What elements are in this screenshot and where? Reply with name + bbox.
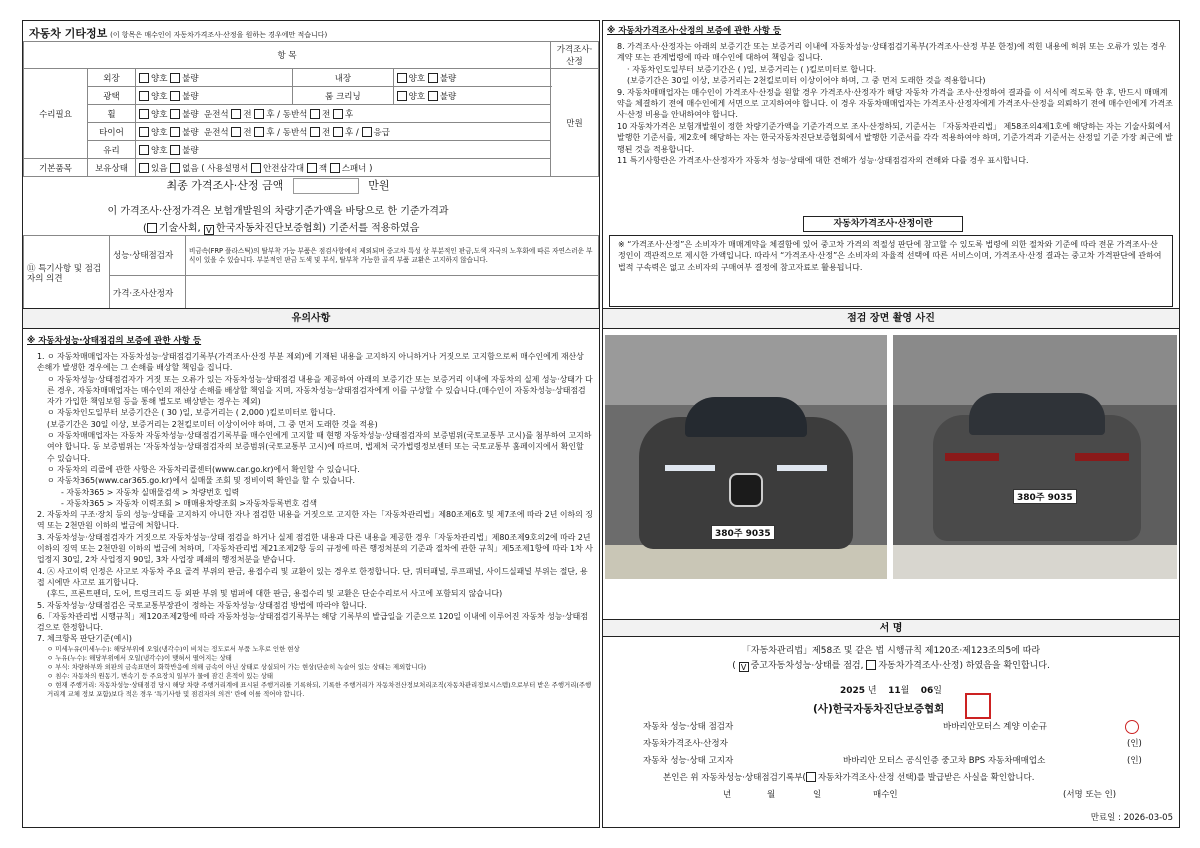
- notifier-label: 자동차 성능·상태 고지자: [643, 756, 734, 766]
- price-unit: 만원: [551, 69, 599, 177]
- basis-line2: ( 기술사회, V 한국자동차진단보증협회) 기준서를 적용하였음: [143, 223, 420, 235]
- spanner-label: 스패너 ): [341, 163, 373, 174]
- wheel-pass-rear-checkbox[interactable]: [333, 109, 343, 119]
- year-unit: 년: [867, 686, 877, 696]
- confirm-opt2-checkbox[interactable]: [866, 660, 876, 670]
- definition-text: ※ “가격조사·산정”은 소비자가 매매계약을 체결함에 있어 중고차 가격의 적절성 판단에 참고할 수 있도록 법령에 의한 절차와 기준에 따라 전문 가격조사·산정인이 객관적으로 제시한 가액입니다. 따라서 “가격조사·산정”은 소비자의 자율적 선택에 따른 서비스이며, 가격조사·산정 결과는 중고차 가격판단에 관하여 법적 구속력은 없고 소비자의 구매여부 결정에 참고자료로 활용됩니다.: [609, 235, 1173, 307]
- wheel-label: 휠: [88, 105, 136, 123]
- front-label: 전: [322, 127, 331, 138]
- glass-good-checkbox[interactable]: [139, 145, 149, 155]
- basic-items-label: 기본품목: [24, 159, 88, 177]
- clause-11: 11 특기사항란은 가격조사·산정자가 자동차 성능·상태에 대한 견해가 성능·상태점검자의 견해와 다를 경우 표시합니다.: [617, 156, 1029, 166]
- interior-label: 내장: [293, 69, 393, 87]
- clause-8-note: (보증기간은 30일 이상, 보증거리는 2천킬로미터 이상이어야 하며, 그 중 먼저 도래한 것을 적용합니다): [627, 76, 986, 86]
- clause-10: 10 자동차가격은 보험개발원이 정한 차량기준가액을 기준가격으로 조사·산정하되, 기준서는 「자동차관리법」 제58조의4제1호에 해당하는 자는 기술사회에서 발행한 기준서를, 제2호에 해당하는 자는 한국자동차진단보증협회에서 발행한 기준서를 각각 적용하여야 하며, 기준가격과 기준서는 산정일 기준 가장 최근에 발행된 것을 적용합니다.: [617, 121, 1173, 154]
- basis-opt1-checkbox[interactable]: [147, 223, 157, 233]
- glass-bad-checkbox[interactable]: [170, 145, 180, 155]
- day-unit: 일: [933, 686, 942, 696]
- tire-emergency-checkbox[interactable]: [362, 127, 372, 137]
- inspector-stamp: [1125, 720, 1139, 734]
- price-assessor-label: 자동차가격조사·산정자: [643, 739, 728, 749]
- note-2: 2. 자동차의 구조·장치 등의 성능·상태를 고지하지 아니한 자나 점검한 내용을 거짓으로 고지한 자는「자동차관리법」제80조제6호 및 제7조에 따라 2년 이하의 징역 또는 2천만원 이하의 벌금에 처합니다.: [37, 510, 593, 531]
- sign-month: 11: [888, 686, 901, 696]
- basis-opt2-label: 한국자동차진단보증협회) 기준서를 적용하였음: [215, 223, 420, 234]
- receipt-checkbox[interactable]: [806, 772, 816, 782]
- note-1h: - 자동차365 > 자동차 실매물검색 > 차량번호 입력: [61, 487, 240, 497]
- good-label: 양호: [408, 91, 426, 102]
- confirm-opt1-checkbox[interactable]: V: [739, 662, 749, 672]
- price-guarantee-body: [617, 41, 1173, 166]
- gloss-label: 광택: [88, 87, 136, 105]
- final-price-label: 최종 가격조사·산정 금액: [166, 179, 284, 192]
- col-item-header: 항 목: [24, 42, 551, 69]
- sign-month-label: 월: [767, 790, 776, 800]
- cleaning-good-checkbox[interactable]: [397, 91, 407, 101]
- exterior-good-checkbox[interactable]: [139, 73, 149, 83]
- front-car-photo: [605, 335, 887, 579]
- repair-label: 수리필요: [24, 69, 88, 159]
- note-1c: ㅇ 자동차인도일부터 보증기간은 ( 30 )일, 보증거리는 ( 2,000 )킬로미터로 합니다.: [47, 408, 336, 418]
- rear-label: 후: [266, 109, 275, 120]
- clause-9: 9. 자동차매매업자는 매수인이 가격조사·산정을 원할 경우 가격조사·산정자가 해당 자동차 가격을 조사·산정하여 결과를 이 서식에 적도록 한 후, 반드시 매매계약을 체결하기 전에 매수인에게 서면으로 고지하여야 합니다. 이 경우 자동차매매업자는 가격조사·산정자에게 가격조사·산정을 의뢰하기 전에 매수인에게 가격조사·산정 비용을 안내하여야 합니다.: [617, 87, 1173, 120]
- receipt-line2: 자동차가격조사·산정 선택)를 발급받은 사실을 확인합니다.: [817, 773, 1035, 783]
- front-label: 전: [243, 127, 252, 138]
- gloss-bad-checkbox[interactable]: [170, 91, 180, 101]
- glass-label: 유리: [88, 141, 136, 159]
- sign-day-label: 일: [813, 790, 822, 800]
- clause-8-period: · 자동차인도일부터 보증기간은 ( )일, 보증거리는 ( )킬로미터로 합니다.: [627, 64, 877, 74]
- tire-driver-rear-checkbox[interactable]: [254, 127, 264, 137]
- rear-label: 후: [345, 109, 354, 120]
- buyer-label: 매수인: [873, 790, 898, 800]
- front-label: 전: [322, 109, 331, 120]
- basis-line1: 이 가격조사·산정가격은 보험개발원의 차량기준가액을 바탕으로 한 기준가격과: [107, 206, 449, 217]
- rear-label: 후: [345, 127, 354, 138]
- notifier-name: 바바리안 모터스 공식인증 중고차 BPS 자동차매매업소: [843, 756, 1046, 766]
- opinion-table: [23, 235, 599, 312]
- note-1f: ㅇ 자동차의 리콜에 관한 사항은 자동차리콜센터(www.car.go.kr)에서 확인할 수 있습니다.: [47, 464, 360, 474]
- wheel-pass-front-checkbox[interactable]: [310, 109, 320, 119]
- driver-label: 운전석: [203, 109, 229, 120]
- rear-plate: 380주 9035: [1013, 489, 1077, 504]
- rear-label: 후: [266, 127, 275, 138]
- note-5: 5. 자동차성능·상태점검은 국토교통부장관이 정하는 자동차성능·상태점검 방법에 따라야 합니다.: [37, 600, 367, 610]
- note-1b: ㅇ 자동차성능·상태점검자가 거짓 또는 오류가 있는 자동차성능·상태점검 내용을 제공하여 아래의 보증기간 또는 보증거리 이내에 자동차의 실제 성능·상태가 다른 경우, 자동차매매업자는 매수인의 재산상 손해를 배상할 책임을 지며, 자동차성능·상태점검자에게 이를 구상할 수 있습니다.(매수인이 자동차성능·상태점검자가 가입한 책임보험 등을 통해 별도로 배상받는 경우는 제외): [47, 374, 593, 407]
- basis-opt1-label: 기술사회,: [158, 223, 201, 234]
- note-6: 6.「자동차관리법 시행규칙」제120조제2항에 따라 자동차성능·상태점검기록부는 해당 기록부의 발급일을 기준으로 120일 이내에 이루어진 자동차 성능·상태점검으로 한정합니다.: [37, 611, 588, 633]
- note-1d: (보증기간은 30일 이상, 보증거리는 2천킬로미터 이상이어야 하며, 그 중 먼저 도래한 것을 적용): [47, 419, 378, 429]
- sign-year-label: 년: [723, 790, 732, 800]
- cleaning-label: 룸 크리닝: [293, 87, 393, 105]
- col-price-header: 가격조사·산정: [551, 42, 599, 69]
- inspector-label: 자동차 성능·상태 점검자: [643, 722, 734, 732]
- inspector-name: 바바리안모터스 계양 이순규: [943, 722, 1047, 732]
- exterior-label: 외장: [88, 69, 136, 87]
- final-price-unit: 만원: [368, 179, 390, 192]
- receipt-line1: 본인은 위 자동차성능·상태점검기록부(: [663, 773, 806, 783]
- association-seal: [965, 693, 991, 719]
- exterior-bad-checkbox[interactable]: [170, 73, 180, 83]
- clause-8: 8. 가격조사·산정자는 아래의 보증기간 또는 보증거리 이내에 자동차성능·상태점검기록부(가격조사·산정 부분 한정)에 적힌 내용에 허위 또는 오류가 있는 경우 계약 또는 관계법령에 따라 매수인에 대하여 책임을 집니다.: [617, 42, 1167, 63]
- perf-inspector-label: 성능·상태점검자: [110, 236, 186, 276]
- bad-label: 불량: [182, 109, 199, 120]
- notes-title: ※ 자동차성능·상태점검의 보증에 관한 사항 등: [27, 336, 202, 346]
- interior-bad-checkbox[interactable]: [428, 73, 438, 83]
- other-info-section: [22, 20, 600, 312]
- expire-date: 만료일 : 2026-03-05: [1090, 813, 1173, 823]
- note-3: 3. 자동차성능·상태점검자가 거짓으로 자동차성능·상태 점검을 하거나 실제 점검한 내용과 다른 내용을 제공한 경우「자동차관리법」제80조제9호의2에 따라 2년 이하의 징역 또는 2천만원 이하의 벌금에 처하며,「자동차관리법 제21조제2항 등의 규정에 따른 행정처분의 기준과 절차에 관한 규칙」제5조제1항에 따라 1차 사업정지 30일, 2차 사업정지 90일, 3차 사업장 폐쇄의 행정처분을 받습니다.: [37, 532, 593, 565]
- final-price-input[interactable]: [293, 178, 359, 194]
- bad-label: 불량: [439, 73, 457, 84]
- wheel-good-checkbox[interactable]: [139, 109, 149, 119]
- manual-label: ( 사용설명서: [201, 163, 249, 174]
- none-label: 없음: [182, 163, 199, 174]
- note-1e: ㅇ 자동차매매업자는 자동차 자동차성능·상태점검기록부를 매수인에게 고지할 때 현행 자동차성능·상태점검자의 보증범위(국토교통부 고시)를 첨부하여 고지하여야 합니다. 동 보증범위는 ‘자동차성능·상태점검자의 보증범위(국토교통부 고시)에 따르며, 법제처 국가법령정보센터 또는 국토교통부 홈페이지에서 확인할 수 있습니다.: [47, 431, 592, 463]
- notes-header: 유의사항: [23, 309, 599, 329]
- none-checkbox[interactable]: [170, 163, 180, 173]
- notes-body: [37, 351, 593, 699]
- note-7c: ㅇ 부식: 차량하부와 외판의 금속표면이 화학반응에 의해 금속이 아닌 상태로 상실되어 가는 현상(단순히 녹슬어 있는 상태는 제외합니다): [47, 662, 427, 671]
- owned-label: 보유상태: [88, 159, 136, 177]
- confirm-line: ( V 중고자동차성능·상태를 점검, 자동차가격조사·산정) 하였음을 확인합니다.: [732, 661, 1050, 672]
- emergency-label: 응급: [373, 127, 390, 138]
- basis-opt2-checkbox[interactable]: V: [204, 225, 214, 235]
- opinion-label: ⑪ 특기사항 및 점검자의 의견: [24, 236, 110, 312]
- price-inspector-label: 가격·조사산정자: [110, 276, 186, 312]
- wheel-driver-rear-checkbox[interactable]: [254, 109, 264, 119]
- month-unit: 월: [900, 686, 910, 696]
- price-inspector-opinion: [186, 276, 599, 312]
- note-4: 4. ㉦ 사고이력 인정은 사고로 자동차 주요 골격 부위의 판금, 용접수리 및 교환이 있는 경우로 한정합니다. 단, 쿼터패널, 루프패널, 사이드실패널 부위는 절단, 용접 시에만 사고로 표기합니다.: [37, 566, 588, 587]
- bad-label: 불량: [182, 91, 199, 102]
- gloss-good-checkbox[interactable]: [139, 91, 149, 101]
- date-line: [603, 683, 1179, 696]
- note-1g: ㅇ 자동차365(www.car365.go.kr)에서 실매물 조회 및 정비이력 확인을 할 수 있습니다.: [47, 476, 356, 486]
- law-line: 「자동차관리법」제58조 및 같은 법 시행규칙 제120조·제123조의5에 따라: [741, 646, 1041, 656]
- jack-checkbox[interactable]: [307, 163, 317, 173]
- driver-label: 운전석: [203, 127, 229, 138]
- sign-year: 2025: [839, 686, 866, 696]
- good-label: 양호: [151, 91, 168, 102]
- notifier-seal: (인): [1127, 756, 1142, 766]
- jack-label: 잭: [318, 163, 328, 174]
- sign-day: 06: [920, 686, 934, 696]
- front-label: 전: [243, 109, 252, 120]
- have-label: 있음: [151, 163, 168, 174]
- passenger-label: / 동반석: [277, 109, 308, 120]
- bad-label: 불량: [439, 91, 457, 102]
- other-info-note: (이 항목은 매수인이 자동차가격조사·산정을 원하는 경우에만 적습니다): [110, 31, 328, 39]
- price-assessor-seal: (인): [1127, 739, 1142, 749]
- photo-sign-section: [602, 308, 1180, 828]
- passenger-label: / 동반석: [277, 127, 308, 138]
- notes-section: [22, 308, 600, 828]
- photo-header: 점검 장면 촬영 사진: [603, 309, 1179, 329]
- bad-label: 불량: [182, 127, 199, 138]
- other-info-title: 자동차 기타정보: [29, 27, 108, 40]
- wheel-driver-front-checkbox[interactable]: [231, 109, 241, 119]
- bad-label: 불량: [182, 73, 199, 84]
- spanner-checkbox[interactable]: [330, 163, 340, 173]
- sign-header: 서 명: [603, 619, 1179, 637]
- note-7a: ㅇ 미세누유(미세누수): 해당부위에 오일(냉각수)이 비치는 정도로서 부품 노후로 인한 현상: [47, 644, 300, 653]
- tire-driver-front-checkbox[interactable]: [231, 127, 241, 137]
- note-1i: - 자동차365 > 자동차 이력조회 > 매매용차량조회 >자동차등록번호 검색: [61, 498, 317, 508]
- confirm-opt2-label: 자동차가격조사·산정) 하였음을 확인합니다.: [878, 661, 1050, 671]
- triangle-label: 안전삼각대: [263, 163, 305, 174]
- signers-block: [643, 719, 1153, 804]
- good-label: 양호: [151, 145, 168, 156]
- note-7b: ㅇ 누유(누수): 해당부위에서 오일(냉각수)이 맺혀서 떨어지는 상태: [47, 653, 232, 662]
- association-name: (사)한국자동차진단보증협회: [813, 703, 945, 715]
- note-7e: ㅇ 현재 주행거리: 자동차성능·상태점검 당시 해당 차량 주행거리계에 표시된 주행거리를 기록하되, 기록한 주행거리가 자동차전산정보처리조직(자동차관리정보시스템)으로부터 받은 주행거리(주행거리계 교체 정보 포함)보다 적은 경우 ‘특기사항 및 점검자의 의견’ 란에 이를 적어야 합니다.: [47, 680, 592, 698]
- tire-good-checkbox[interactable]: [139, 127, 149, 137]
- price-guarantee-section: [602, 20, 1180, 312]
- perf-inspector-opinion: 비금속(FRP 플라스틱)의 탈부착 가능 부품은 점검사항에서 제외되며 중고차 특성 상 부분적인 판금,도색 자국의 노후화에 따른 자연스러운 부식이 있을 수 있습니다. 부분적인 판금 도색 및 부식, 탈부착 가능한 골격 부품 교환은 고지하지 않습니다.: [186, 236, 599, 276]
- tire-label: 타이어: [88, 123, 136, 141]
- inspection-record-page: [22, 20, 1180, 828]
- tire-pass-front-checkbox[interactable]: [310, 127, 320, 137]
- good-label: 양호: [151, 73, 168, 84]
- repair-table: 항 목 가격조사·산정 수리필요 외장 양호 불량 내장 양호 불량 만원 광택 양호 불량 룸 크리닝 양호 불량 휠 양호 불량 운전석 전 후 / 동반석 전 후 타이어 양호 불량 운전석 전 후 / 동반석 전 후 / 응급 유리 양호 불량 기본품목 보유상태 있음 없음 ( 사용설명서 안전삼각대 잭 스패너 ): [23, 41, 599, 177]
- wheel-bad-checkbox[interactable]: [170, 109, 180, 119]
- note-7d: ㅇ 침수: 자동차의 원동기, 변속기 등 주요장치 일부가 물에 잠긴 흔적이 있는 상태: [47, 671, 274, 680]
- tire-bad-checkbox[interactable]: [170, 127, 180, 137]
- note-7: 7. 체크항목 판단기준(예시): [37, 634, 132, 644]
- cleaning-bad-checkbox[interactable]: [428, 91, 438, 101]
- note-1: 1. ㅇ 자동차매매업자는 자동차성능·상태점검기록부(가격조사·산정 부분 제외)에 기재된 내용을 고지하지 아니하거나 거짓으로 고지함으로써 매수인에게 재산상 손해가 발생한 경우에는 그 손해를 배상할 책임을 집니다.: [37, 352, 584, 373]
- bad-label: 불량: [182, 145, 199, 156]
- have-checkbox[interactable]: [139, 163, 149, 173]
- tire-pass-rear-checkbox[interactable]: [333, 127, 343, 137]
- good-label: 양호: [408, 73, 426, 84]
- good-label: 양호: [151, 127, 168, 138]
- triangle-checkbox[interactable]: [251, 163, 261, 173]
- interior-good-checkbox[interactable]: [397, 73, 407, 83]
- price-guarantee-title: ※ 자동차가격조사·산정의 보증에 관한 사항 등: [607, 26, 782, 36]
- buyer-signature[interactable]: (서명 또는 인): [1063, 790, 1117, 800]
- front-plate: 380주 9035: [711, 525, 775, 540]
- confirm-opt1-label: 중고자동차성능·상태를 점검,: [750, 661, 864, 671]
- definition-title: 자동차가격조사·산정이란: [803, 216, 963, 232]
- good-label: 양호: [151, 109, 168, 120]
- note-4b: (후드, 프론트펜더, 도어, 트렁크리드 등 외판 부위 및 범퍼에 대한 판금, 용접수리 및 교환은 단순수리로서 사고에 포함되지 않습니다): [47, 589, 503, 599]
- final-price-row: [23, 177, 533, 194]
- rear-car-photo: [893, 335, 1177, 579]
